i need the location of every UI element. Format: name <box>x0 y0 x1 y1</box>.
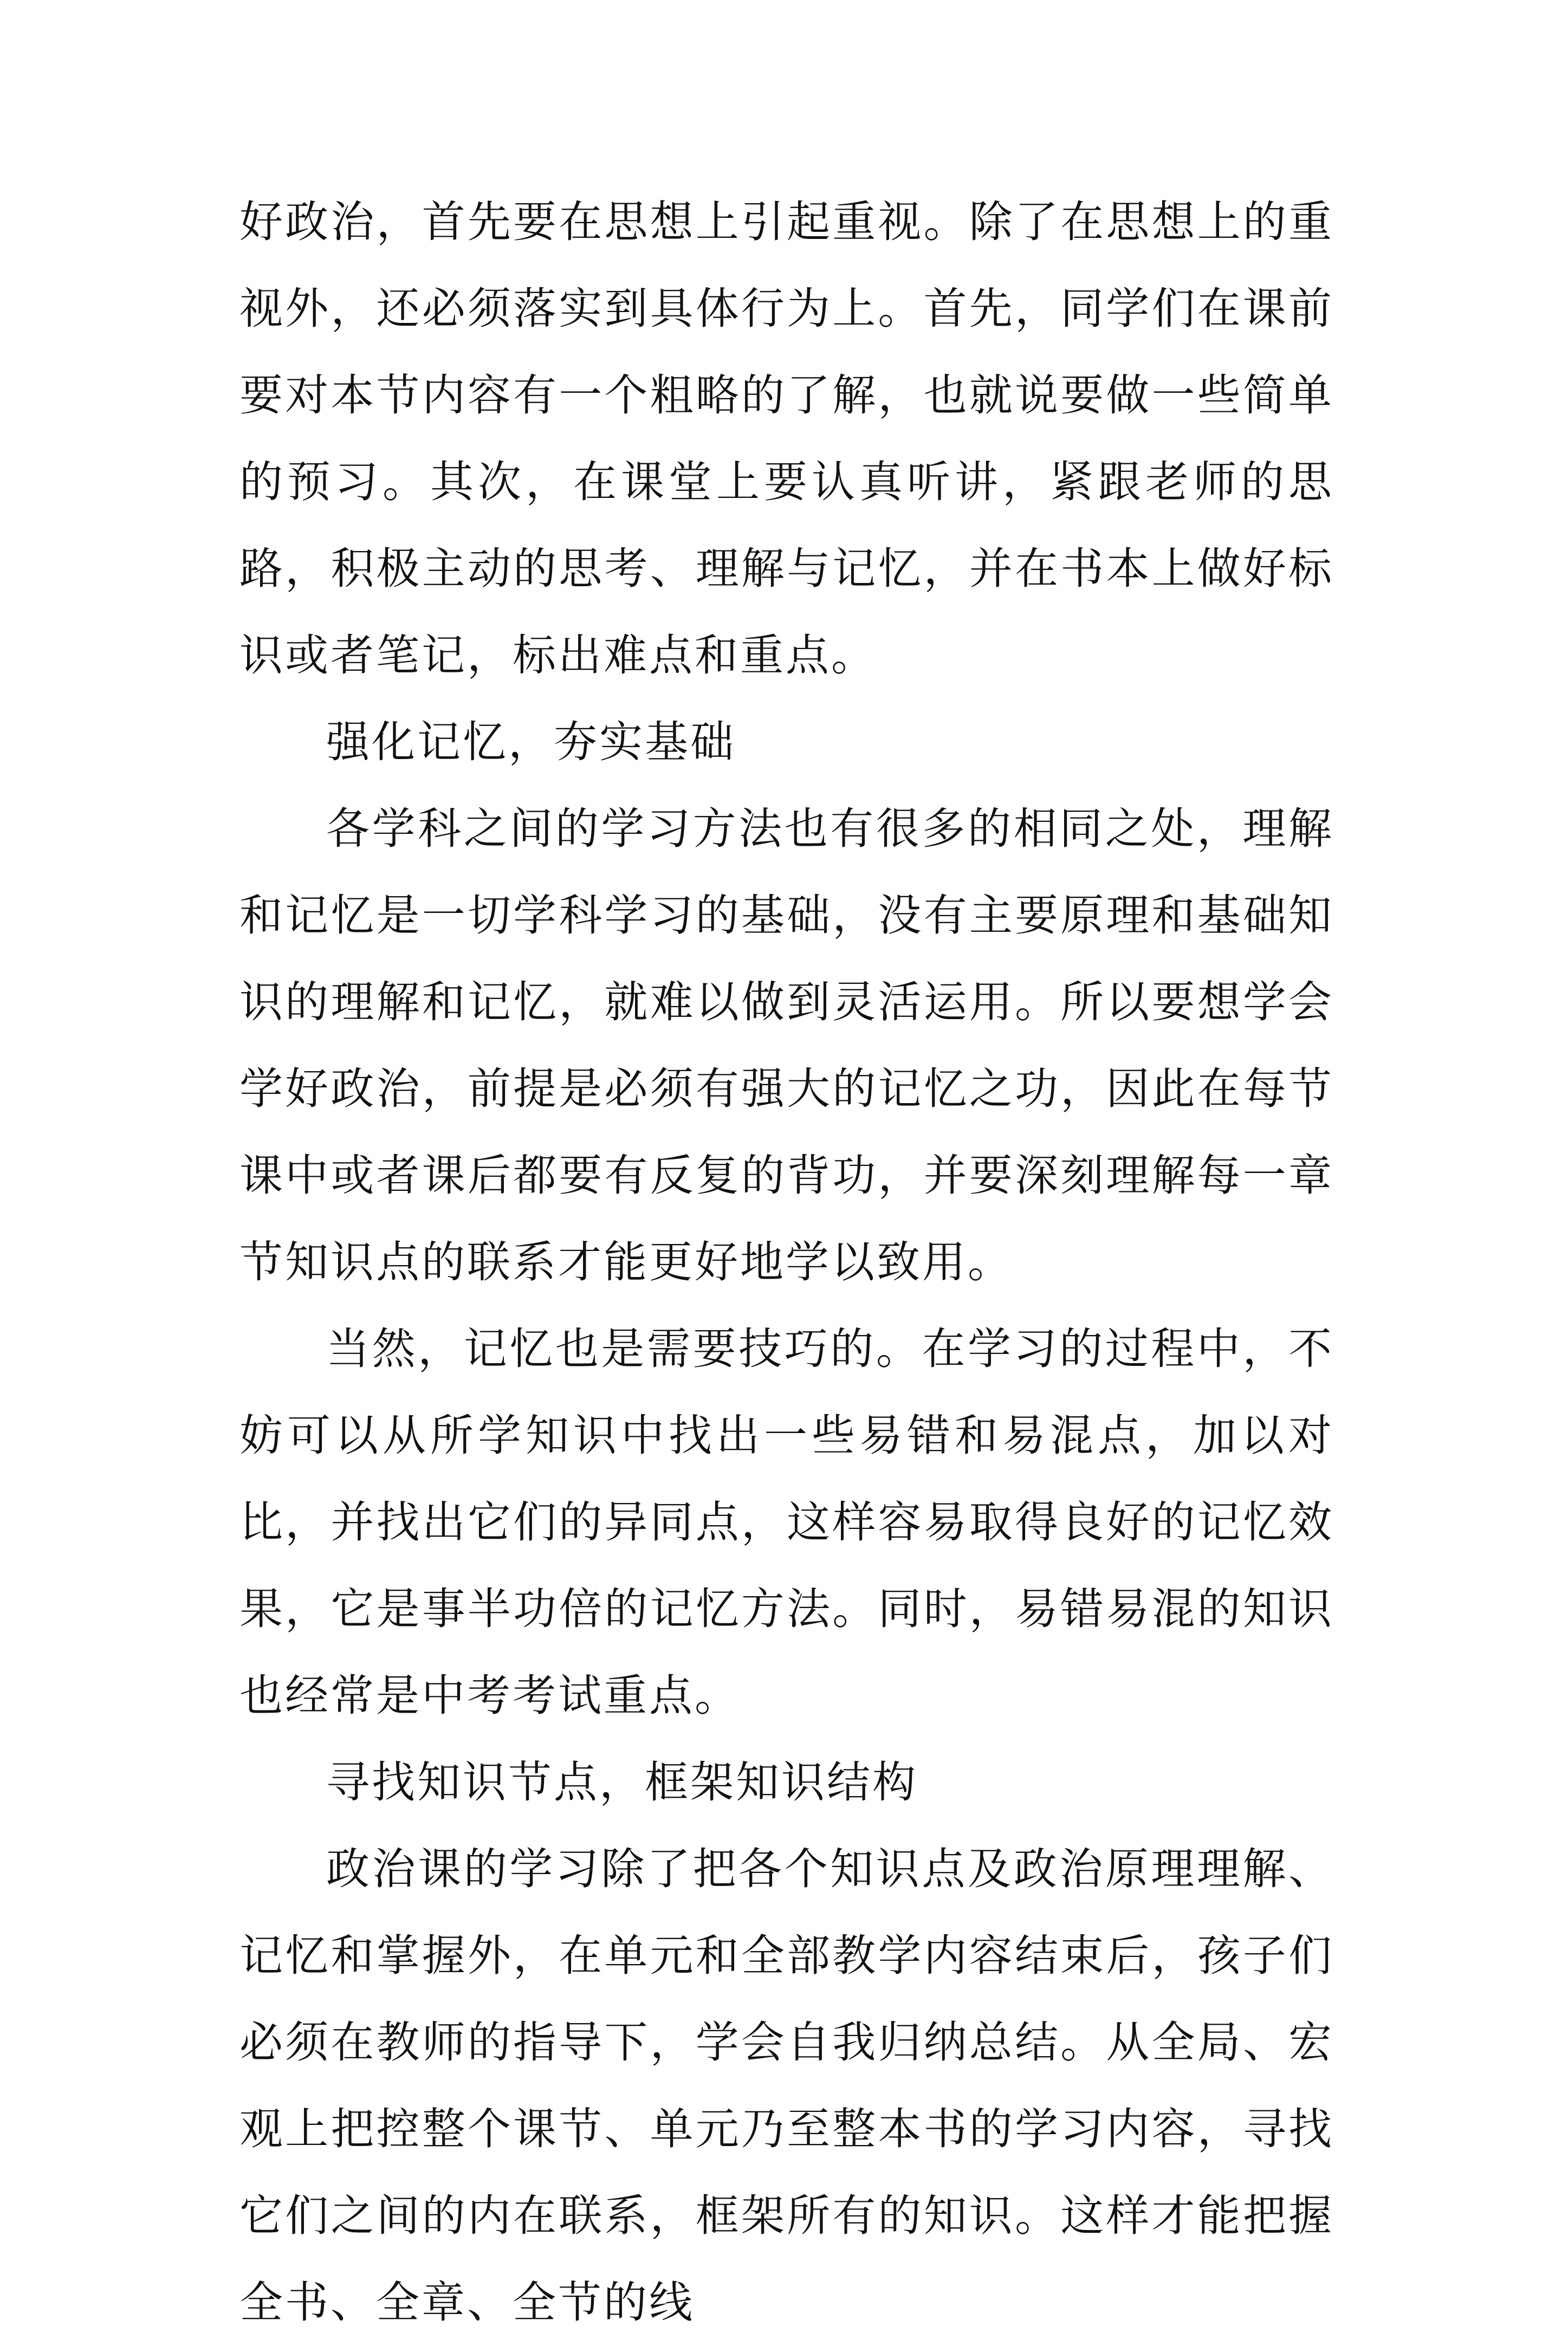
paragraph-memory-techniques: 当然，记忆也是需要技巧的。在学习的过程中，不妨可以从所学知识中找出一些易错和易混点，加以对比，并找出它们的异同点，这样容易取得良好的记忆效果，它是事半功倍的记忆方法。同时，易错易混的知识也经常是中考考试重点。 <box>239 1324 1334 1721</box>
document-body <box>239 179 1334 2346</box>
paragraph-memory-basics: 各学科之间的学习方法也有很多的相同之处，理解和记忆是一切学科学习的基础，没有主要原理和基础知识的理解和记忆，就难以做到灵活运用。所以要想学会学好政治，前提是必须有强大的记忆之功，因此在每节课中或者课后都要有反复的背功，并要深刻理解每一章节知识点的联系才能更好地学以致用。 <box>239 803 1334 1287</box>
paragraph-continued: 好政治，首先要在思想上引起重视。除了在思想上的重视外，还必须落实到具体行为上。首先，同学们在课前要对本节内容有一个粗略的了解，也就说要做一些简单的预习。其次，在课堂上要认真听讲，紧跟老师的思路，积极主动的思考、理解与记忆，并在书本上做好标识或者笔记，标出难点和重点。 <box>239 197 1334 681</box>
section-heading-knowledge-structure: 寻找知识节点，框架知识结构 <box>326 1757 918 1807</box>
paragraph-knowledge-structure: 政治课的学习除了把各个知识点及政治原理理解、记忆和掌握外，在单元和全部教学内容结束后，孩子们必须在教师的指导下，学会自我归纳总结。从全局、宏观上把控整个课节、单元乃至整本书的学习内容，寻找它们之间的内在联系，框架所有的知识。这样才能把握全书、全章、全节的线 <box>239 1844 1334 2328</box>
section-heading-memory: 强化记忆，夯实基础 <box>326 717 736 767</box>
